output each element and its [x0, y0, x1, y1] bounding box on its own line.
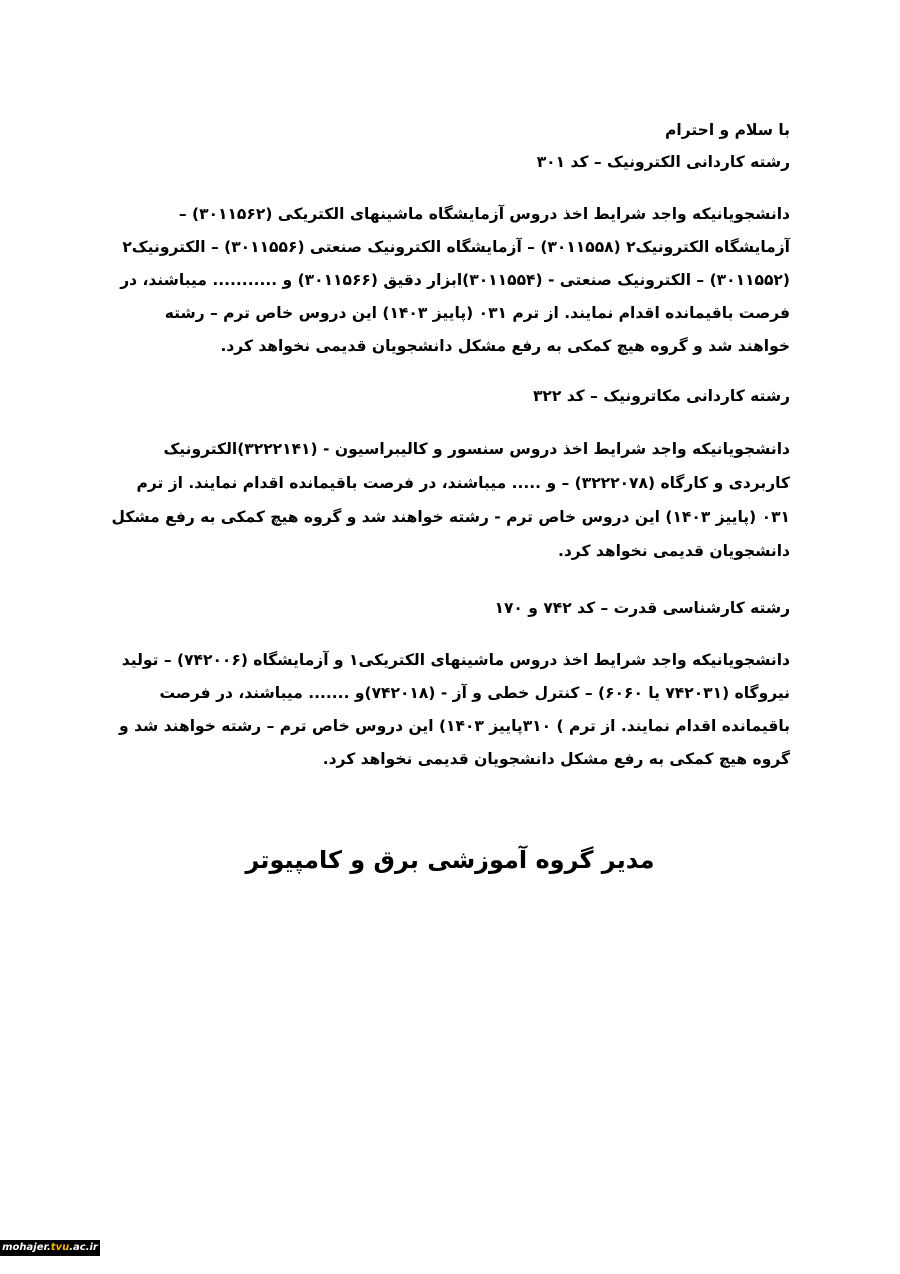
greeting: با سلام و احترام — [665, 121, 790, 139]
signature: مدیر گروه آموزشی برق و کامپیوتر — [245, 846, 655, 874]
watermark-accent: tvu — [50, 1242, 70, 1253]
section-heading-electronics: رشته کاردانی الکترونیک – کد ۳۰۱ — [536, 153, 790, 171]
watermark-suffix: .ac.ir — [69, 1242, 98, 1253]
watermark-badge — [0, 1240, 100, 1256]
section-body-electronics: دانشجویانیکه واجد شرایط اخذ دروس آزمایشگاه ماشینهای الکتریکی (۳۰۱۱۵۶۲) – آزمایشگاه الکترونیک۲ (۳۰۱۱۵۵۸) – آزمایشگاه الکترونیک صنعتی (۳۰۱۱۵۵۶) – الکترونیک۲ (۳۰۱۱۵۵۲) – الکترونیک صنعتی - (۳۰۱۱۵۵۴)ابزار دقیق (۳۰۱۱۵۶۶) و ........... میباشند، در فرصت باقیمانده اقدام نمایند. از ترم ۰۳۱ (پاییز ۱۴۰۳) این دروس خاص ترم – رشته خواهند شد و گروه هیچ کمکی به رفع مشکل دانشجویان قدیمی نخواهد کرد. — [120, 205, 790, 355]
section-heading-mechatronics: رشته کاردانی مکاترونیک – کد ۳۲۲ — [532, 387, 790, 405]
section-body-power: دانشجویانیکه واجد شرایط اخذ دروس ماشینهای الکتریکی۱ و آزمایشگاه (۷۴۲۰۰۶) – تولید نیروگاه (۷۴۲۰۳۱ یا ۶۰۶۰) – کنترل خطی و آز - (۷۴۲۰۱۸)و ....... میباشند، در فرصت باقیمانده اقدام نمایند. از ترم ) ۳۱۰پاییز ۱۴۰۳) این دروس خاص ترم – رشته خواهند شد و گروه هیچ کمکی به رفع مشکل دانشجویان قدیمی نخواهد کرد. — [119, 651, 790, 768]
section-body-mechatronics: دانشجویانیکه واجد شرایط اخذ دروس سنسور و کالیبراسیون - (۳۲۲۲۱۴۱)الکترونیک کاربردی و کارگاه (۳۲۲۲۰۷۸) – و ..... میباشند، در فرصت باقیمانده اقدام نمایند. از ترم ۰۳۱ (پاییز ۱۴۰۳) این دروس خاص ترم - رشته خواهند شد و گروه هیچ کمکی به رفع مشکل دانشجویان قدیمی نخواهد کرد. — [111, 440, 790, 560]
watermark-prefix: mohajer. — [2, 1242, 51, 1253]
section-heading-power: رشته کارشناسی قدرت – کد ۷۴۲ و ۱۷۰ — [494, 599, 790, 617]
